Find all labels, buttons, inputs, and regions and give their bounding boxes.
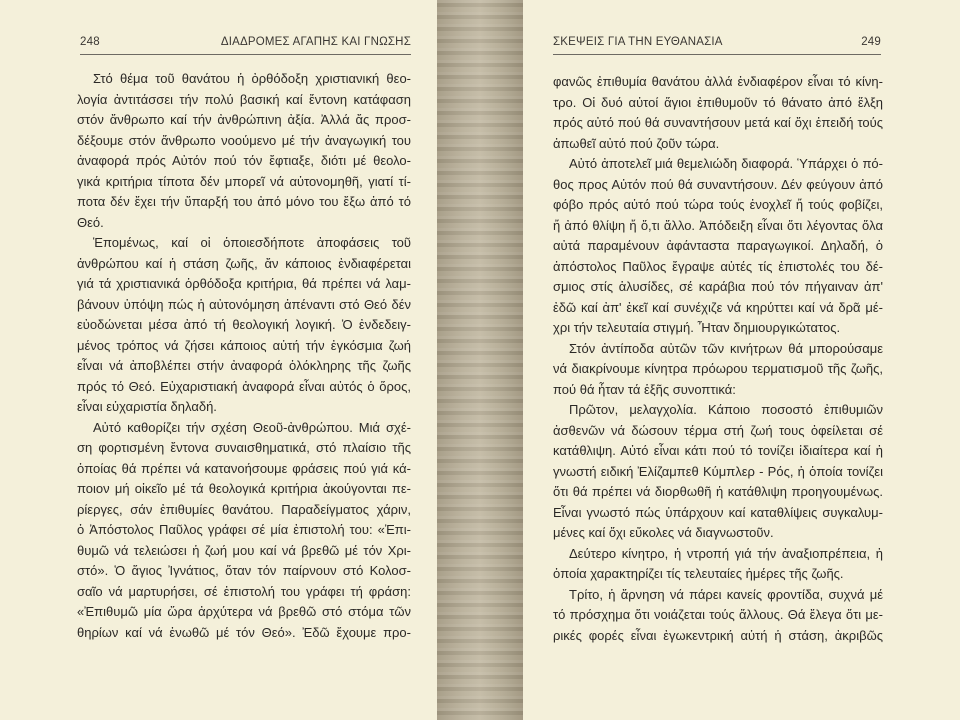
text-line: Αὐτό ἀποτελεῖ μιά θεμελιώδη διαφορά. Ὑπάρχει ὁ πό- [569,156,883,171]
text-line: γιά τά χριστιανικά ὀρθόδοξα κριτήρια, θά πρέπει νά λαμ- [77,276,411,291]
left-running-head: ΔΙΑΔΡΟΜΕΣ ΑΓΑΠΗΣ ΚΑΙ ΓΝΩΣΗΣ [220,36,411,48]
text-line: νά διακρίνουμε κίνητρα πρόωρου τερματισμοῦ τῆς ζωῆς, [553,361,883,376]
text-line: ὅτι θά πρέπει νά διορθωθῆ ἡ κατάθλιψη προηγουμένως. [553,484,883,499]
text-line: ἐδῶ καί ἀπ' ἐκεῖ καί συνέχιζε νά κηρύττει καί νά δρᾶ μέ- [553,299,883,315]
text-line: φόβο πρός αὐτό πού τώρα τούς ἐνοχλεῖ ἤ τούς φοβίζει, [553,197,883,212]
text-line: «Ἐπιθυμῶ μία ὥρα ἀρχύτερα νά βρεθῶ στό στόμα τῶν [77,604,411,619]
text-line: φανῶς ἐπιθυμία θανάτου ἀλλά ἐνδιαφέρον εἶναι τό κίνη- [553,74,883,89]
text-line: ση φορτισμένη ἔντονα συναισθηματικά, στό πλαίσιο τῆς [77,440,411,455]
text-line: ποιον μή οἰκεῖο μέ τά θεολογικά κριτήρια ἀκούγονται πε- [77,481,411,496]
left-header-rule [80,54,411,55]
right-page-header [553,36,881,52]
text-line: Τρίτο, ἡ ἄρνηση νά πάρει κανείς φροντίδα, συχνά μέ [569,586,883,602]
text-line: πρός τό Θεό. Εὐχαριστιακή ἀναφορά εἶναι αὐτός ὁ ὅρος, [77,378,411,394]
text-line: Αὐτό καθορίζει τήν σχέση Θεοῦ-ἀνθρώπου. Μιά σχέ- [93,419,411,435]
text-line: σαῖο νά μαρτυρήσει, σέ ἐπιστολή του γράφει τή φράση: [77,583,411,599]
text-line: χρι τήν τελευταία στιγμή. Ἦταν δημιουργικώτατος. [553,320,841,335]
text-line: κατάθλιψη. Αὐτό εἶναι κάτι πού τό τονίζει ἰδιαίτερα καί ἡ [553,443,883,458]
text-line: εἶναι εὐχαριστία δηλαδή. [77,399,217,414]
text-line: Θεό. [77,214,104,230]
text-line: Ἑπομένως, καί οἱ ὁποιεσδήποτε ἀποφάσεις τοῦ [93,235,411,250]
text-line: στόν ἄνθρωπο καί τήν ἀνθρώπινη ἀξία. Ἀλλά ἄς προσ- [77,112,411,127]
text-line: θος προς Αὐτόν πού θά συναντήσουν. Δέν φεύγουν ἀπό [553,176,883,192]
text-line: ἀπωθεῖ αὐτό πού ζοῦν τώρα. [553,135,720,151]
text-line: τρο. Οἱ δυό αὐτοί ἅγιοι ἐπιθυμοῦν τό θάνατο ἀπό ἕλξη [553,94,883,110]
text-line: βάνουν ὑπόψη πώς ἡ αὐτονόμηση ἀπέναντι στό Θεό δέν [77,296,411,312]
left-page-number: 248 [80,36,100,48]
text-line: εἶναι νά ἀποβλέπει στήν ἀναφορά ὁλόκληρης τῆς ζωῆς [77,358,411,373]
right-page [523,0,960,720]
text-line: τό πρόσχημα ὅτι νοιάζεται τούς ἄλλους. Θά ἔλεγα ὅτι με- [553,607,883,622]
text-line: γνωστή ειδική Ἐλίζαμπεθ Κύμπλερ - Ρός, ἡ ὁποία τονίζει [553,463,883,479]
text-line: ἀνθρώπου καί ἡ στάση ζωῆς, ἄν κάποιος ἐνδιαφέρεται [77,255,411,271]
text-line: αὐτά παραμένουν ἀφάνταστα παραγωγικοί. Δηλαδή, ὁ [553,238,883,253]
text-line: Δεύτερο κίνητρο, ἡ ντροπή γιά τήν ἀναξιοπρέπεια, ἡ [569,545,883,561]
text-line: πρός αὐτό πού θά συναντήσουν μετά καί ὄχι ἐπειδή τούς [553,115,883,130]
right-header-rule [553,54,881,55]
text-line: στό». Ὁ ἅγιος Ἰγνάτιος, ὅταν τόν παίρνουν στό Κολοσ- [77,563,411,578]
text-line: ἤ ἀπό θλίψη ἤ ὅ,τι ἄλλο. Ἀπόδειξη εἶναι ὅτι λέγοντας ὅλα [553,217,883,233]
left-page-body [77,69,411,643]
text-line: δέξουμε στόν ἄνθρωπο νοούμενο μέ τήν ἀναγωγική του [77,132,411,148]
right-running-head: ΣΚΕΨΕΙΣ ΓΙΑ ΤΗΝ ΕΥΘΑΝΑΣΙΑ [553,36,723,48]
text-line: Πρῶτον, μελαγχολία. Κάποιο ποσοστό ἐπιθυμιῶν [569,402,883,417]
text-line: πού θά ἦταν τά ἑξῆς συνοπτικά: [553,381,736,397]
left-page-header [80,36,411,52]
text-line: λογία ἀντιτάσσει τήν πολύ βασική καί ἔντονη κατάφαση [77,91,411,107]
text-line: Στό θέμα τοῦ θανάτου ἡ ὀρθόδοξη χριστιανική θεο- [93,71,411,86]
text-line: ὁποίας θά πρέπει νά κατανοήσουμε φράσεις πού γιά κά- [77,460,411,476]
right-page-body [553,72,883,646]
text-line: ρίεργες, σάν ἐπιθυμίες θανάτου. Παραδείγματος χάριν, [77,501,411,517]
text-line: μένες καί ὄχι εὔκολες νά διαγνωστοῦν. [553,525,774,540]
text-line: ἀπόστολος Παῦλος ἔγραψε αὐτές τίς ἐπιστολές του δέ- [553,258,883,274]
text-line: θυμῶ νά τελειώσει ἡ ζωή μου καί νά βρεθῶ μέ τόν Χρι- [77,542,411,558]
text-line: ἀναφορά πρός Αὐτόν πού τόν ἔφτιαξε, διότι μέ θεολο- [77,153,411,168]
text-line: ρικές φορές εἶναι ἐγωκεντρική αὐτή ἡ στάση, ἀκριβῶς [553,627,883,643]
text-line: Στόν ἀντίποδα αὐτῶν τῶν κινήτρων θά μπορούσαμε [569,340,883,356]
left-page [0,0,437,720]
text-line: ἀσθενῶν νά δώσουν τέρμα στή ζωή τους ὀφείλεται σέ [553,422,883,438]
right-page-number: 249 [861,36,881,48]
text-line: ποτα δέν ἔχει τήν ὕπαρξή του ἀπό μόνο του ἔξω ἀπό τό [77,194,411,209]
text-line: εὐοδώνεται μέσα ἀπό τή θεολογική λογική. Ὁ ἐνδεδειγ- [77,317,411,332]
text-line: γικά κριτήρια τίποτα δέν μπορεῖ νά αὐτονομηθῆ, γιατί τί- [77,173,411,189]
text-line: ὁ Ἀπόστολος Παῦλος γράφει σέ μία ἐπιστολή του: «Ἐπι- [77,522,411,537]
text-line: ὁποία χαρακτηρίζει τίς τελευταίες ἡμέρες τῆς ζωῆς. [553,566,844,581]
text-line: Εἶναι γνωστό πώς ὑπάρχουν καί καταθλίψεις συγκαλυμ- [553,504,883,520]
book-gutter [437,0,523,720]
text-line: μένος τρόπος νά ζήσει κάποιος αὐτή τήν ἐγκόσμια ζωή [77,337,411,353]
text-line: σμιος στίς ἁλυσίδες, σέ καράβια πού τόν πήγαιναν ἀπ' [553,279,883,294]
text-line: θηρίων καί νά ἑνωθῶ μέ τόν Θεό». Ἐδῶ ἔχουμε προ- [77,624,411,640]
